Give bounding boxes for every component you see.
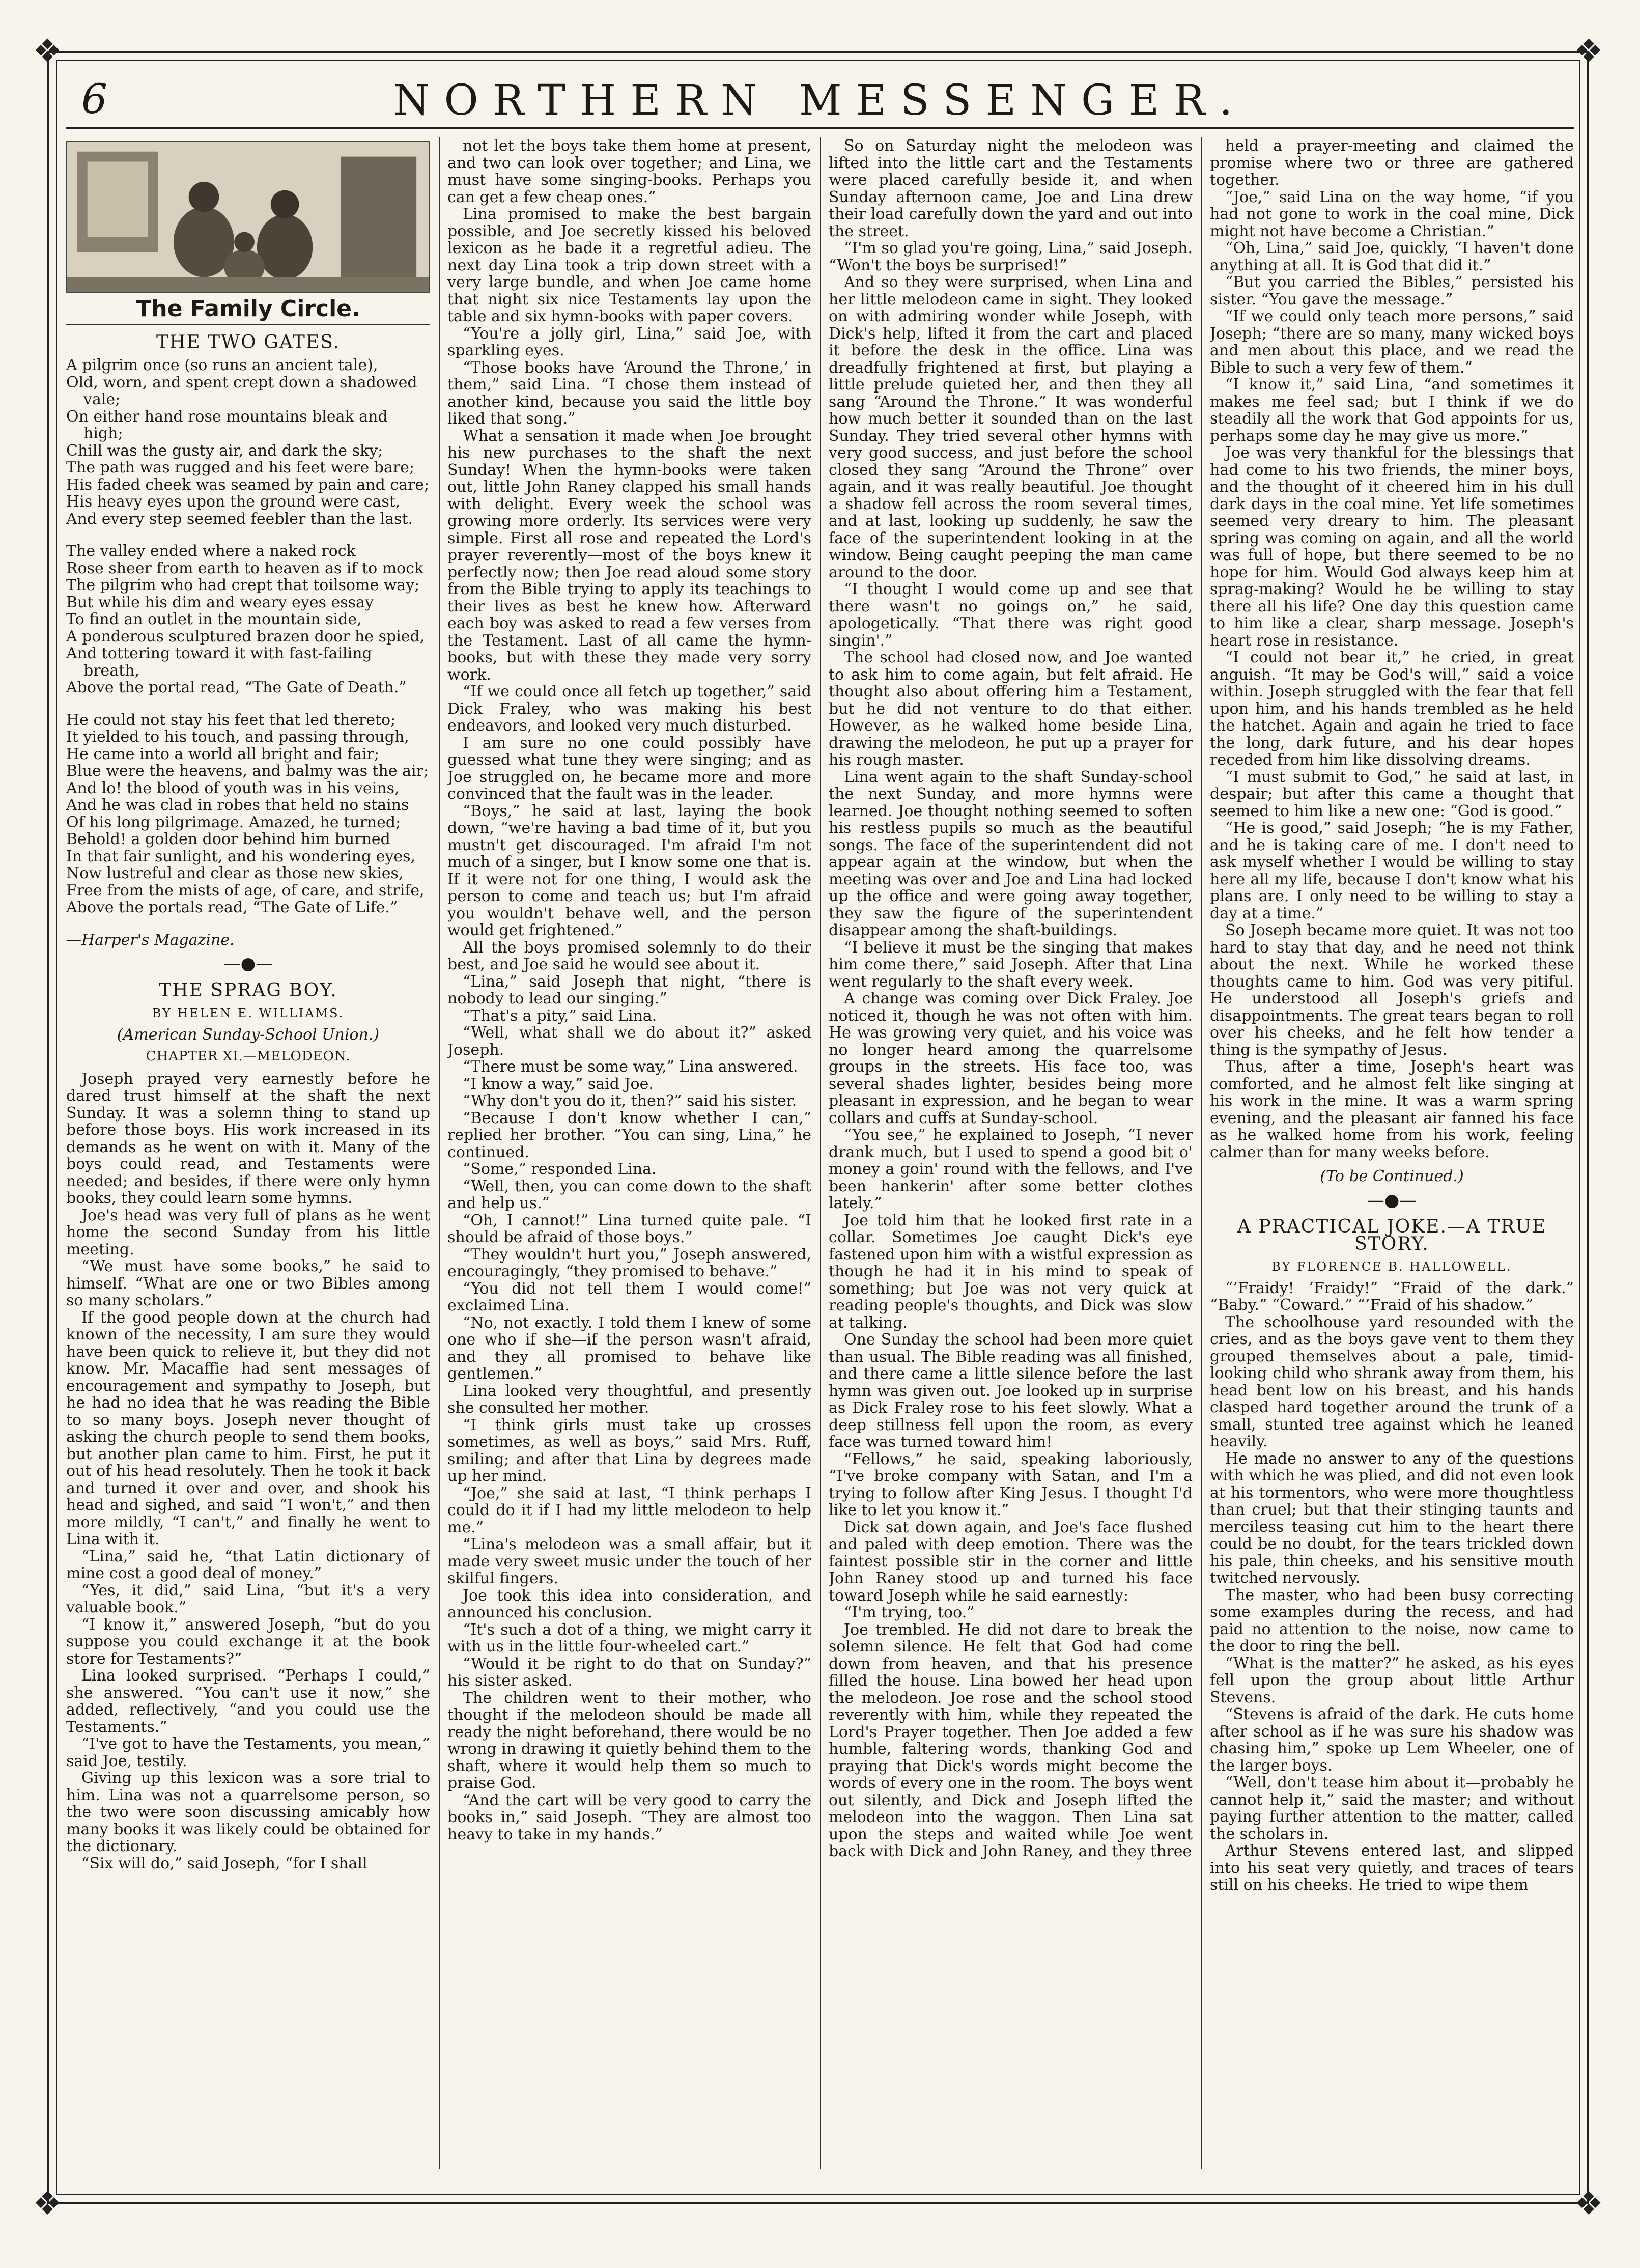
paragraph: not let the boys take them home at present, and two can look over together; and Lina, we must have some singing-books. Perhaps you can get a few cheap ones.” [447,137,811,206]
poem-line: Old, worn, and spent crept down a shadowed vale; [66,373,417,408]
corner-ornament-icon: ❖ [33,33,62,70]
paragraph: “Lina,” said Joseph that night, “there is nobody to lead our singing.” [447,972,811,1007]
paragraph: “If we could once all fetch up together,” said Dick Fraley, who was making his best endeavors, and looked very much disturbed. [447,683,811,735]
paragraph: “Boys,” he said at last, laying the book down, “we're having a bad time of it, but you mustn't get discouraged. I'm afraid I'm not much of a singer, but I know some one that is. If it were not for one thing, I would ask the person to come and teach us; but I'm afraid you wouldn't behave well, and the person would get frightened.” [447,802,811,939]
poem [66,357,430,916]
paragraph: “I believe it must be the singing that makes him come there,” said Joseph. After that Lina went regularly to the shaft every week. [829,938,1193,991]
paragraph: Joe's head was very full of plans as he went home the second Sunday from his little meeting. [66,1206,430,1258]
poem-line: It yielded to his touch, and passing through, [66,728,409,746]
paragraph: “I know it,” answered Joseph, “but do you suppose you could exchange it at the book store for Testaments?” [66,1615,430,1668]
story-text [447,137,811,1843]
story-title: THE SPRAG BOY. [159,979,337,1001]
article-text [1210,1280,1574,1894]
ornament-icon: —●— [223,954,273,974]
paragraph: Joe took this idea into consideration, and announced his conclusion. [447,1586,811,1621]
poem-line: On either hand rose mountains bleak and high; [66,407,388,442]
paragraph: “I could not bear it,” he cried, in great anguish. “It may be God's will,” said a voice within. Joseph struggled with the fear that fell upon him, and his hands trembled as he held the hatchet. Again and again he tried to face the long, dark future, and his dear hopes receded from him like dissolving dreams. [1210,649,1574,769]
paragraph: I am sure no one could possibly have guessed what tune they were singing; and as Joe struggled on, he became more and more convinced that the fault was in the leader. [447,734,811,803]
paragraph: “I'm so glad you're going, Lina,” said Joseph. “Won't the boys be surprised!” [829,239,1193,274]
paragraph: Arthur Stevens entered last, and slipped into his seat very quietly, and traces of tears still on his cheeks. He tried to wipe them [1210,1842,1574,1894]
poem-line: The valley ended where a naked rock [66,542,356,560]
article-title: A PRACTICAL JOKE.—A TRUE STORY. [1237,1216,1547,1254]
paragraph: Lina looked surprised. “Perhaps I could,” she answered. “You can't use it now,” she added, reflectively, “and you could use the Testaments.” [66,1667,430,1736]
ornament-icon: —●— [1367,1190,1417,1211]
paragraph: “Six will do,” said Joseph, “for I shall [81,1854,367,1872]
paragraph: “And the cart will be very good to carry the books in,” said Joseph. “They are almost too heavy to take in my hands.” [447,1791,811,1843]
paragraph: “Lina,” said he, “that Latin dictionary of mine cost a good deal of money.” [66,1547,430,1582]
paragraph: Lina went again to the shaft Sunday-school the next Sunday, and more hymns were learned. Joe thought nothing seemed to soften his restless pupils so much as the beautiful songs. The face of the superintendent did not appear again at the window, but when the meeting was over and Joe and Lina had locked up the office and were going away together, they saw the figure of the superintendent disappear among the shaft-buildings. [829,768,1193,939]
poem-line: Blue were the heavens, and balmy was the air; [66,762,429,780]
family-circle-engraving [66,141,430,293]
poem-line: And tottering toward it with fast-failing breath, [66,645,372,680]
paragraph: “Joe,” said Lina on the way home, “if you had not gone to work in the coal mine, Dick might not have become a Christian.” [1210,188,1574,240]
paragraph: Joe was very thankful for the blessings that had come to his two friends, the miner boys, and the thought of it cheered him in his dull dark days in the coal mine. Yet life sometimes seemed very dreary to him. The pleasant spring was coming on again, and all the world was full of hope, but there seemed to be no hope for him. Would God always keep him at sprag-making? Would he be willing to stay there all his life? One day this question came to him like a clear, sharp message. Joseph's heart rose in resistance. [1210,444,1574,650]
paragraph: If the good people down at the church had known of the necessity, I am sure they would have been quick to relieve it, but they did not know. Mr. Macaffie had sent messages of encouragement and sympathy to Joseph, but he had no idea that he was reading the Bible to so many boys. Joseph never thought of asking the church people to send them books, but another plan came to him. First, he put it out of his head resolutely. Then he took it back and turned it over and over, and shook his head and sighed, and said “I won't,” and then more mildly, “I can't,” and finally he went to Lina with it. [66,1308,430,1548]
paragraph: “If we could only teach more persons,” said Joseph; “there are so many, many wicked boys and men about this place, and we read the Bible to such a very few of them.” [1210,307,1574,377]
paragraph: So Joseph became more quiet. It was not too hard to stay that day, and he need not think about the next. While he worked these thoughts came to him. God was very pitiful. He understood all Joseph's griefs and disappointments. The great tears began to roll over his cheeks, and he felt how tender a thing is the sympathy of Jesus. [1210,921,1574,1059]
paragraph: “Well, then, you can come down to the shaft and help us.” [447,1177,811,1212]
paragraph: Joseph prayed very earnestly before he dared trust himself at the shaft the next Sunday. It was a solemn thing to stand up before those boys. His work increased in its demands as he went on with it. Many of the boys could read, and Testaments were needed; and besides, if there were only hymn books, they could learn some hymns. [66,1070,430,1207]
story-text [1210,137,1574,1161]
paragraph: held a prayer-meeting and claimed the promise where two or three are gathered together. [1210,137,1574,189]
paragraph: “Those books have ‘Around the Throne,’ in them,” said Lina. “I chose them instead of another kind, because you said the little boy liked that song.” [447,358,811,428]
divider [66,324,430,325]
poem-line: To find an outlet in the mountain side, [66,610,362,628]
column-rule [820,137,821,2169]
poem-line: In that fair sunlight, and his wondering eyes, [66,847,416,865]
poem-line: Free from the mists of age, of care, and strife, [66,881,425,900]
section-heading: The Family Circle. [136,296,360,322]
poem-line: Chill was the gusty air, and dark the sky; [66,441,383,460]
poem-line: And every step seemed feebler than the last. [66,510,413,528]
masthead [66,71,1574,129]
corner-ornament-icon: ❖ [1574,2185,1603,2223]
paragraph: “I thought I would come up and see that there wasn't no goings on,” he said, apologetically. “That there was right good singin'.” [829,580,1193,650]
poem-line: Above the portal read, “The Gate of Death.” [66,679,407,696]
poem-credit: —Harper's Magazine. [66,931,235,949]
paragraph: “Why don't you do it, then?” said his sister. [463,1092,797,1110]
paragraph: Lina looked very thoughtful, and presently she consulted her mother. [447,1382,811,1417]
paragraph: “There must be some way,” Lina answered. [463,1058,798,1076]
paragraph: Dick sat down again, and Joe's face flushed and paled with deep emotion. There was the faintest possible stir in the corner and little John Raney stood up and turned his face toward Joseph while he said earnestly: [829,1518,1193,1605]
poem-stanza [66,712,430,916]
poem-stanza [66,357,430,527]
poem-line: A pilgrim once (so runs an ancient tale), [66,356,378,374]
paragraph: “It's such a dot of a thing, we might carry it with us in the little four-wheeled cart.” [447,1620,811,1656]
corner-ornament-icon: ❖ [33,2185,62,2223]
paragraph: “Fellows,” he said, speaking laboriously, “I've broke company with Satan, and I'm a trying to follow after King Jesus. I thought I'd like to let you know it.” [829,1450,1193,1519]
paragraph: “I must submit to God,” he said at last, in despair; but after this came a thought that seemed to him like a new one: “God is good.” [1210,768,1574,820]
story-publisher: (American Sunday-School Union.) [117,1025,380,1044]
page-number: 6 [81,75,107,123]
poem-title: THE TWO GATES. [156,331,340,353]
paragraph: “Oh, I cannot!” Lina turned quite pale. “I should be afraid of those boys.” [447,1211,811,1246]
paragraph: Lina promised to make the best bargain possible, and Joe secretly kissed his beloved lexicon as he bade it a regretful adieu. The next day Lina took a trip down street with a very large bundle, and when Joe came home that night six nice Testaments lay upon the table and six hymn-books with paper covers. [447,205,811,325]
poem-line: Behold! a golden door behind him burned [66,830,390,848]
poem-stanza [66,543,430,696]
column-1 [66,137,430,2169]
paragraph: What a sensation it made when Joe brought his new purchases to the shaft the next Sunday! When the hymn-books were taken out, little John Raney clapped his small hands with delight. Every week the school was growing more orderly. Its services were very simple. First all rose and repeated the Lord's prayer reverently—most of the boys knew it perfectly now; then Joe read aloud some story from the Bible trying to apply its teachings to their lives as best he knew how. Afterward each boy was asked to read a few verses from the Testament. Last of all came the hymn-books, but with these they made very sorry work. [447,427,811,684]
paragraph: “Joe,” she said at last, “I think perhaps I could do it if I had my little melodeon to help me.” [447,1484,811,1536]
corner-ornament-icon: ❖ [1574,33,1603,70]
paragraph: “Yes, it did,” said Lina, “but it's a very valuable book.” [66,1581,430,1616]
paragraph: A change was coming over Dick Fraley. Joe noticed it, though he was not often with him. He was growing very quiet, and his voice was no longer heard among the quarrelsome groups in the streets. His face too, was several shades lighter, besides being more pleasant in expression, and he began to wear collars and cuffs at Sunday-school. [829,990,1193,1127]
poem-line: A ponderous sculptured brazen door he spied, [66,627,425,646]
paragraph: Giving up this lexicon was a sore trial to him. Lina was not a quarrelsome person, so the two were soon discussing amicably how many books it was likely could be obtained for the dictionary. [66,1769,430,1855]
column-rule [1201,137,1202,2169]
paragraph: “That's a pity,” said Lina. [463,1006,657,1025]
poem-line: His faded cheek was seamed by pain and care; [66,475,430,494]
paragraph: One Sunday the school had been more quiet than usual. The Bible reading was all finished, and there came a little silence before the last hymn was given out. Joe looked up in surprise as Dick Fraley rose to his feet slowly. What a deep stillness fell upon the room, as every face was turned toward him! [829,1331,1193,1451]
poem-line: He could not stay his feet that led thereto; [66,711,396,729]
story-text [829,137,1193,1860]
paragraph: So on Saturday night the melodeon was lifted into the little cart and the Testaments were placed carefully beside it, and when Sunday afternoon came, Joe and Lina drew their load carefully down the yard and out into the street. [829,137,1193,240]
paragraph: The children went to their mother, who thought if the melodeon should be made all ready the night beforehand, there would be no wrong in drawing it quietly behind them to the shaft, where it would help them so much to praise God. [447,1689,811,1792]
paragraph: “But you carried the Bibles,” persisted his sister. “You gave the message.” [1210,273,1574,309]
paragraph: “You're a jolly girl, Lina,” said Joe, with sparkling eyes. [447,324,811,359]
paragraph: “I know a way,” said Joe. [463,1075,654,1093]
column-2 [447,137,811,2169]
story-text [66,1071,430,1872]
paragraph: The school had closed now, and Joe wanted to ask him to come again, but felt afraid. He thought also about offering him a Testament, but he did not venture to do that either. However, as he walked home beside Lina, drawing the melodeon, he put up a prayer for his rough master. [829,649,1193,769]
paragraph: “Because I don't know whether I can,” replied her brother. “You can sing, Lina,” he continued. [447,1109,811,1161]
paragraph: Joe told him that he looked first rate in a collar. Sometimes Joe caught Dick's eye fastened upon him with a wistful expression as though he had it in his mind to speak of something; but Joe was not very quick at reading people's thoughts, and Dick was slow at talking. [829,1211,1193,1332]
paragraph: “You did not tell them I would come!” exclaimed Lina. [447,1279,811,1314]
paragraph: “He is good,” said Joseph; “he is my Father, and he is taking care of me. I don't need to ask myself whether I would be willing to stay here all my life, because I don't know what his plans are. I only need to be willing to stay a day at a time.” [1210,819,1574,922]
poem-line: But while his dim and weary eyes essay [66,593,374,611]
column-3 [829,137,1193,2169]
paragraph: All the boys promised solemnly to do their best, and Joe said he would see about it. [447,938,811,973]
article-byline: BY FLORENCE B. HALLOWELL. [1271,1259,1512,1274]
poem-line: Above the portals read, “The Gate of Life.” [66,899,398,916]
continued-note: (To be Continued.) [1320,1167,1464,1185]
poem-line: The path was rugged and his feet were bare; [66,459,415,477]
paragraph: Joe trembled. He did not dare to break the solemn silence. He felt that God had come down from heaven, and that his presence filled the house. Lina bowed her head upon the melodeon. Joe rose and the school stood reverently with him, while they repeated the Lord's Prayer together. Then Joe added a few humble, faltering words, thanking God and praying that Dick's words might become the words of every one in the room. The boys went out silently, and Dick and Joseph lifted the melodeon into the waggon. Then Lina sat upon the steps and waited while Joe went back with Dick and John Raney, and they three [829,1620,1193,1860]
poem-line: And he was clad in robes that held no stains [66,796,409,814]
paper-title: NORTHERN MESSENGER. [393,76,1247,125]
paragraph: “Well, don't tease him about it—probably he cannot help it,” said the master; and without paying further attention to the matter, called the scholars in. [1210,1774,1574,1843]
paragraph: “Stevens is afraid of the dark. He cuts home after school as if he was sure his shadow was chasing him,” spoke up Lem Wheeler, one of the larger boys. [1210,1705,1574,1775]
poem-line: Of his long pilgrimage. Amazed, he turned; [66,813,401,831]
paragraph: “I'm trying, too.” [844,1604,975,1621]
paragraph: “I think girls must take up crosses sometimes, as well as boys,” said Mrs. Ruff, smiling; and after that Lina by degrees made up her mind. [447,1416,811,1485]
poem-line: He came into a world all bright and fair; [66,745,380,763]
paragraph: “No, not exactly. I told them I knew of some one who if she—if the person wasn't afraid, and they all promised to behave like gentlemen.” [447,1313,811,1383]
paragraph: “Would it be right to do that on Sunday?” his sister asked. [447,1655,811,1690]
paragraph: “’Fraidy! ’Fraidy!” “Fraid of the dark.” “Baby.” “Coward.” “’Fraid of his shadow.” [1210,1279,1574,1314]
paragraph: “You see,” he explained to Joseph, “I never drank much, but I used to spend a good bit o' money a goin' round with the fellows, and I've been hankerin' after some better clothes lately.” [829,1126,1193,1212]
poem-line: The pilgrim who had crept that toilsome way; [66,576,420,594]
paragraph: “They wouldn't hurt you,” Joseph answered, encouragingly, “they promised to behave.” [447,1245,811,1280]
paragraph: “I know it,” said Lina, “and sometimes it makes me feel sad; but I think if we do steadily all the work that God appoints for us, perhaps some day he may give us more.” [1210,376,1574,445]
paragraph: “Well, what shall we do about it?” asked Joseph. [447,1024,811,1059]
story-byline: BY HELEN E. WILLIAMS. [152,1006,345,1020]
poem-line: And lo! the blood of youth was in his veins, [66,779,400,797]
paragraph: And so they were surprised, when Lina and her little melodeon came in sight. They looked on with admiring wonder while Joseph, with Dick's help, lifted it from the cart and placed it before the desk in the office. Lina was dreadfully frightened at first, but playing a little prelude quieted her, and then they all sang “Around the Throne.” It was wonderful how much better it sounded than on the last Sunday. They tried several other hymns with very good success, and just before the school closed they sang “Around the Throne” over again, and it was really beautiful. Joe thought a shadow fell across the room several times, and at last, looking up suddenly, he saw the face of the superintendent looking in at the window. Being caught peeping the man came around to the door. [829,273,1193,581]
paragraph: Thus, after a time, Joseph's heart was comforted, and he almost felt like singing at his work in the mine. It was a warm spring evening, and the pleasant air fanned his face as he walked home from his work, feeling calmer than for many weeks before. [1210,1058,1574,1161]
poem-line: His heavy eyes upon the ground were cast, [66,493,401,511]
poem-line: Rose sheer from earth to heaven as if to mock [66,559,424,577]
paragraph: “We must have some books,” he said to himself. “What are one or two Bibles among so many scholars.” [66,1257,430,1309]
paragraph: “Lina's melodeon was a small affair, but it made very sweet music under the touch of her skilful fingers. [447,1535,811,1587]
poem-line: Now lustreful and clear as those new skies, [66,864,404,882]
column-rule [439,137,440,2169]
paragraph: “Oh, Lina,” said Joe, quickly, “I haven't done anything at all. It is God that did it.” [1210,239,1574,274]
paragraph: He made no answer to any of the questions with which he was plied, and did not even look at his tormentors, who were more thoughtless than cruel; but that their stinging taunts and merciless teasing cut him to the heart there could be no doubt, for the tears trickled down his pale, thin cheeks, and his sensitive mouth twitched nervously. [1210,1449,1574,1587]
article-columns [66,137,1574,2169]
paragraph: “I've got to have the Testaments, you mean,” said Joe, testily. [66,1735,430,1770]
paragraph: “Some,” responded Lina. [463,1160,657,1178]
chapter-heading: CHAPTER XI.—MELODEON. [146,1049,351,1064]
paragraph: The master, who had been busy correcting some examples during the recess, and had paid no attention to the noise, now came to the door to ring the bell. [1210,1586,1574,1655]
column-4 [1210,137,1574,2169]
paragraph: “What is the matter?” he asked, as his eyes fell upon the group about little Arthur Stevens. [1210,1654,1574,1706]
paragraph: The schoolhouse yard resounded with the cries, and as the boys gave vent to them they grouped themselves about a pale, timid-looking child who shrank away from them, his head bent low on his breast, and his hands clasped hard together around the trunk of a small, stunted tree against which he leaned heavily. [1210,1313,1574,1450]
